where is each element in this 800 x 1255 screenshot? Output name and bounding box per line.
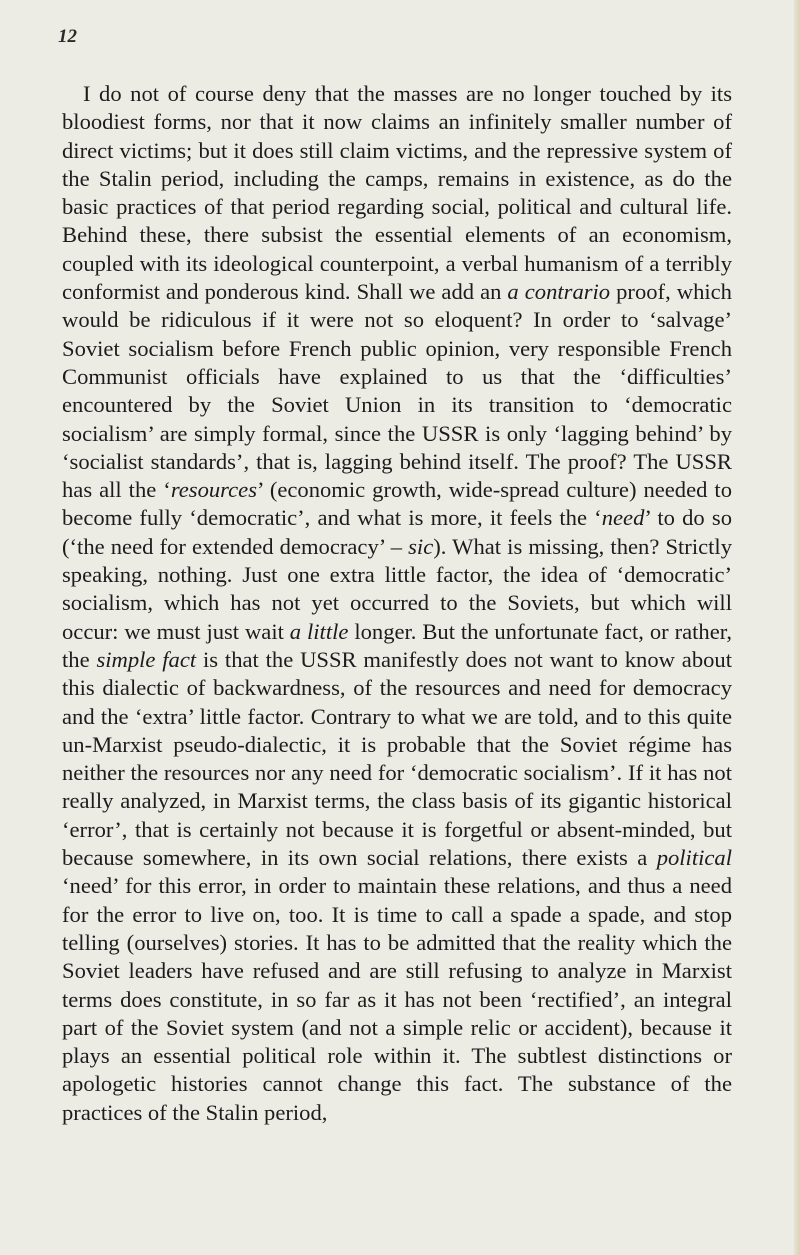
text-run: longer. But the unfortunate fact, or rather, the <box>62 618 732 672</box>
text-run: proof, which would be ridiculous if it were not so eloquent? In order to ‘salvage’ Soviet socialism before French public opinion, very responsible French Communist officials have explained to us that the ‘difficulties’ encountered by the Soviet Union in its transition to ‘democratic socialism’ are simply formal, since the USSR is only ‘lagging behind’ by ‘socialist standards’, that is, lagging behind itself. The proof? The USSR has all the ‘ <box>62 279 732 503</box>
page-edge-shadow <box>794 0 800 1255</box>
text-run: ’ (economic growth, wide-spread culture) needed to become fully ‘democratic’, and what is more, it feels the ‘ <box>62 477 732 531</box>
italic-run: sic <box>408 533 434 559</box>
italic-run: resources <box>170 477 257 503</box>
body-paragraph <box>62 80 732 1127</box>
text-run: I do not of course deny that the masses are no longer touched by its bloodiest forms, nor that it now claims an infinitely smaller number of direct victims; but it does still claim victims, and the repressive system of the Stalin period, including the camps, remains in existence, as do the basic practices of that period regarding social, political and cultural life. Behind these, there subsist the essential elements of an economism, coupled with its ideological counterpoint, a verbal humanism of a terribly conformist and ponderous kind. Shall we add an <box>62 81 732 305</box>
text-run: ). What is missing, then? Strictly speaking, nothing. Just one extra little factor, the idea of ‘democratic’ socialism, which has not yet occurred to the Soviets, but which will occur: we must just wait <box>62 533 732 644</box>
page-number: 12 <box>58 26 77 47</box>
text-run: ’ to do so (‘the need for extended democracy’ – <box>62 505 732 559</box>
text-run: is that the USSR manifestly does not want to know about this dialectic of backwardness, of the resources and need for democracy and the ‘extra’ little factor. Contrary to what we are told, and to this quite un-Marxist pseudo-dialectic, it is probable that the Soviet régime has neither the resources nor any need for ‘democratic socialism’. If it has not really analyzed, in Marxist terms, the class basis of its gigantic historical ‘error’, that is certainly not because it is forgetful or absent-minded, but because somewhere, in its own social relations, there exists a <box>62 646 732 871</box>
italic-run: need <box>601 505 645 531</box>
italic-run: a little <box>289 618 349 644</box>
italic-run: simple fact <box>96 646 197 672</box>
text-run: ‘need’ for this error, in order to maintain these relations, and thus a need for the error to live on, too. It is time to call a spade a spade, and stop telling (ourselves) stories. It has to be admitted that the reality which the Soviet leaders have refused and are still refusing to analyze in Marxist terms does constitute, in so far as it has not been ‘rectified’, an integral part of the Soviet system (and not a simple relic or accident), because it plays an essential political role within it. The subtlest distinctions or apologetic histories cannot change this fact. The substance of the practices of the Stalin period, <box>62 873 732 1125</box>
italic-run: a contrario <box>507 279 611 305</box>
italic-run: political <box>656 845 732 871</box>
